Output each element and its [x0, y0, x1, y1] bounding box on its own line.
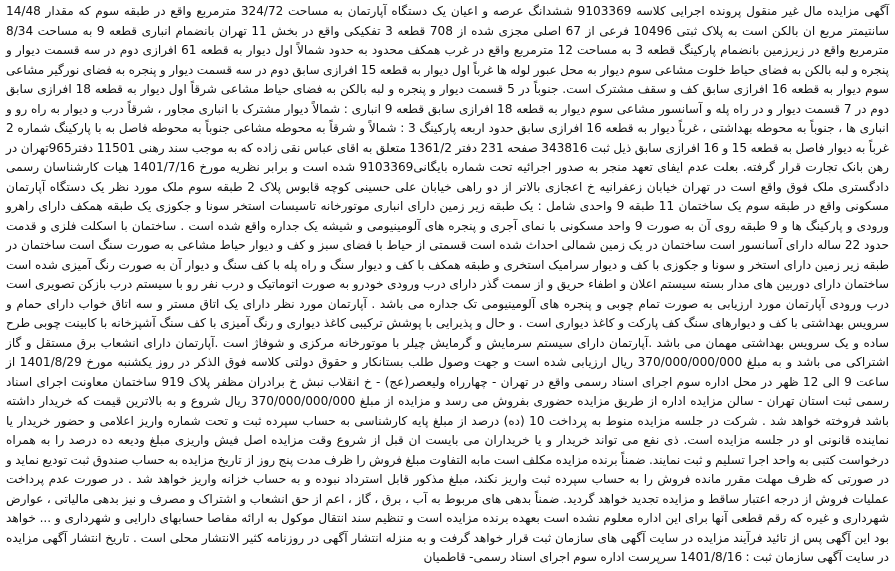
auction-notice-text: آگهی مزایده مال غیر منقول پرونده اجرایی کلاسه 9103369 ششدانگ عرصه و اعیان یک دستگاه آپارتمان به مساحت 324/72 مترمربع واقع در طبقه سوم که مقدار 14/48 سانتیمتر مربع ان بالکن است به پلاک ثبتی 10496 فرعی از 67 اصلی مجزی شده از 708 قطعه 3 تفکیکی واقع در بخش 11 تهران بانضمام انباری قطعه 9 به مساحت 8/34 مترمربع واقع در زیرزمین بانضمام پارکینگ قطعه 3 به مساحت 12 مترمربع واقع در غرب همکف محدود به حدود شمالاً اول دیوار به قطعه 61 افرازی دوم در سه قسمت دیوار و پنجره و لبه بالکن به فضای حیاط خلوت مشاعی سوم دیوار به محل عبور لوله ها غرباً اول دیوار به قطعه 15 افرازی سابق دوم در سه قسمت دیوار و پنجره به فضای نورگیر مشاعی سوم دیوار به قطعه 16 افرازی سابق کف و سقف مشترک است. جنوباً در 5 قسمت دیوار و پنجره و لبه بالکن به فضای حیاط مشاعی شرقاً اول دیوار به قطعه 18 افرازی سابق دوم در 7 قسمت دیوار و در راه پله و آسانسور مشاعی سوم دیوار به قطعه 18 افرازی سابق قطعه 9 انباری : شمالاً دیوار مشترک با انباری مجاور ، شرقاً درب و دیوار به راه رو و انباری ها ، جنوباً به محوطه بهداشتی ، غرباً دیوار به قطعه 16 افرازی سابق حدود اربعه پارکینگ 3 : شمالاً و شرقاً به محوطه مشاعی جنوباً به محوطه فاصل به با پارکینگ شماره 2 غرباً به دیوار فاصل به قطعه 15 و 16 افرازی سابق ذیل ثبت 343816 صفحه 231 دفتر 1361/2 متعلق به اقای عباس نقی زاده که به موجب سند رهنی 11501 دفتر965تهران در رهن بانک تجارت قرار گرفته. بعلت عدم ایفای تعهد منجر به صدور اجرائیه تحت شماره بایگانی9103369 شده است و برابر نظریه مورخ 1401/7/16 هیات کارشناسان رسمی دادگستری ملک فوق واقع است در تهران خیابان زعفرانیه خ اعجازی بالاتر از دو راهی خیابان علی حسینی کوچه قابوس پلاک 2 طبقه سوم ملک مورد نظر یک دستگاه آپارتمان مسکونی واقع در طبقه سوم یک ساختمان 11 طبقه 9 واحدی شامل : یک طبقه زیر زمین دارای انباری موتورخانه تاسیسات استخر سونا و جکوزی یک طبقه همکف دارای راهرو ورودی و پارکینگ ها و 9 طبقه روی آن به صورت 9 واحد مسکونی با نمای آجری و پنجره های آلومینیومی و شیشه یک جداره واقع شده است . ساختمان با اسکلت فلزی و قدمت حدود 22 ساله دارای آسانسور است ساختمان در یک زمین شمالی احداث شده است قسمتی از حیاط با فضای سبز و کف و دیوار حیاط مشاعی به صورت سنگ است ساختمان در طبقه زیر زمین دارای استخر و سونا و جکوزی با کف و دیوار سرامیک استخری و طبقه همکف با کف و دیوار سنگ و راه پله با کف سنگ و دیوار آن به صورت رنگ آمیزی شده است ساختمان دارای دوربین های مدار بسته سیستم اعلان و اطفاء حریق و از سمت گذر دارای درب ورودی خودرو به صورت اتوماتیک و درب نفر رو با سیستم درب بازکن تصویری است درب ورودی آپارتمان مورد ارزیابی به صورت تمام چوبی و پنجره های آلومینیومی تک جداره می باشد . آپارتمان مورد نظر دارای یک اتاق مستر و سه اتاق خواب دارای حمام و سرویس بهداشتی با کف و دیوارهای سنگ کف پارکت و کاغذ دیواری است . و حال و پذیرایی با پوشش ترکیبی کاغذ دیواری و رنگ آمیزی با کف سنگ آشپزخانه با کابینت چوبی طرح ساده و یک سرویس بهداشتی مهمان می باشد .آپارتمان دارای سیستم سرمایش و گرمایش چیلر با موتورخانه مرکزی و شوفاژ است .آپارتمان دارای انشعاب برق مستقل و گاز اشتراکی می باشد و به مبلغ 370/000/000/000 ریال ارزیابی شده است و جهت وصول طلب بستانکار و حقوق دولتی کلاسه فوق الذکر در روز یکشنبه مورخ 1401/8/29 از ساعت 9 الی 12 ظهر در محل اداره سوم اجرای اسناد رسمی واقع در تهران - چهارراه ولیعصر(عج) - خ انقلاب نبش خ برادران مظفر پلاک 919 ساختمان معاونت اجرای اسناد رسمی ثبت استان تهران - سالن مزایده اداره از طریق مزایده حضوری بفروش می رسد و مزایده از مبلغ 370/000/000/000 ریال شروع و به بالاترین قیمت که خریدار داشته باشد فروخته خواهد شد . شرکت در جلسه مزایده منوط به پرداخت 10 (ده) درصد از مبلغ پایه کارشناسی به حساب سپرده ثبت و تحت شماره واریز اعلامی و حضور خریدار یا نماینده قانونی او در جلسه مزایده است. ذی نفع می تواند خریدار و یا خریداران می بایست ان قبل از شروع وقت مزایده اصل فیش واریزی مبلغ ودیعه ده درصد را به همراه درخواست کتبی به واحد اجرا تسلیم و ثبت نمایند. ضمناً برنده مزایده مکلف است مابه التفاوت مبلغ فروش را ظرف مدت پنج روز از تاریخ مزایده به حساب صندوق ثبت تودیع نماید و در صورتی که ظرف مهلت مقرر مانده فروش را به حساب سپرده ثبت واریز نکند، مبلغ مذکور قابل استرداد نبوده و به حساب خزانه واریز خواهد شد . در صورت عدم پرداخت عملیات فروش از درجه اعتبار ساقط و مزایده تجدید خواهد گردید. ضمناً بدهی های مربوط به آب ، برق ، گاز ، اعم از حق انشعاب و اشتراک و مصرف و نیز بدهی مالیاتی ، عوارض شهرداری و غیره که رقم قطعی آنها برای این اداره معلوم نشده است بعهده برنده مزایده است و تنظیم سند انتقال موکول به ارائه مفاصا حسابهای دارایی و شهرداری و ... خواهد بود این آگهی پس از تائید فرآیند مزایده در سایت آگهی های سازمان ثبت قرار خواهد گرفت و به منزله انتشار آگهی در روزنامه کثیر الانتشار محلی است . تاریخ انتشار آگهی مزایده در سایت آگهی سازمان ثبت : 1401/8/16 سرپرست اداره سوم اجرای اسناد رسمی- قاطمیان — [6, 4, 890, 564]
